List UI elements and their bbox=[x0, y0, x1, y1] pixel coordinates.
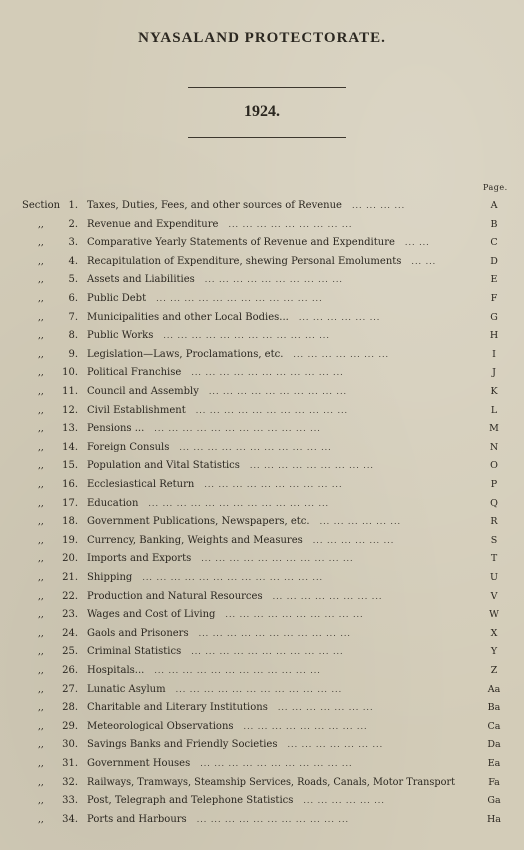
toc-row bbox=[0, 811, 524, 829]
section-number: 30. bbox=[62, 739, 78, 751]
dot-leader: ... ... ... ... ... ... ... bbox=[277, 703, 374, 713]
ditto-mark: ,, bbox=[38, 275, 44, 286]
page-reference: Z bbox=[490, 665, 498, 676]
dot-leader: ... ... ... ... ... ... ... ... ... ... ... bbox=[179, 442, 332, 452]
toc-row bbox=[0, 755, 524, 773]
page-column-label: Page. bbox=[483, 183, 508, 192]
section-number: 9. bbox=[68, 348, 78, 360]
section-title: Imports and Exports bbox=[87, 553, 192, 565]
page-reference: L bbox=[490, 404, 498, 416]
toc-row bbox=[0, 197, 524, 215]
ditto-mark: ,, bbox=[38, 666, 44, 676]
section-number: 15. bbox=[62, 460, 78, 472]
ditto-mark: ,, bbox=[38, 256, 44, 267]
section-title: Public Debt bbox=[87, 293, 147, 304]
toc-row bbox=[0, 327, 524, 345]
section-number: 3. bbox=[68, 237, 78, 249]
section-title: Education bbox=[87, 497, 139, 509]
toc-row bbox=[0, 550, 524, 568]
ditto-mark: ,, bbox=[38, 535, 44, 546]
dot-leader: ... ... ... ... ... ... ... ... ... ... ... bbox=[198, 628, 351, 638]
page-reference: Ea bbox=[487, 758, 501, 769]
ditto-mark: ,, bbox=[38, 387, 44, 397]
dot-leader: ... ... ... ... ... ... ... ... ... bbox=[228, 219, 353, 229]
ditto-mark: ,, bbox=[38, 721, 44, 732]
dot-leader: ... ... ... ... ... ... ... ... ... ... ... bbox=[195, 405, 349, 415]
page-reference: Da bbox=[487, 739, 501, 751]
dot-leader: ... ... ... ... ... ... ... ... ... ... ... ... bbox=[156, 294, 323, 303]
ditto-mark: ,, bbox=[38, 461, 44, 472]
section-number: 26. bbox=[62, 665, 78, 676]
section-number: 23. bbox=[62, 609, 78, 621]
section-title: Shipping bbox=[87, 572, 133, 583]
page-reference: V bbox=[490, 590, 498, 602]
section-title: Government Publications, Newspapers, etc. bbox=[87, 516, 310, 528]
page-reference: Q bbox=[490, 497, 498, 509]
dot-leader: ... ... ... ... ... ... ... ... bbox=[272, 591, 383, 601]
section-number: 20. bbox=[62, 553, 78, 565]
ditto-mark: ,, bbox=[38, 703, 44, 714]
ditto-mark: ,, bbox=[38, 777, 44, 788]
ditto-mark: ,, bbox=[38, 517, 44, 528]
toc-row bbox=[0, 364, 524, 382]
toc-row bbox=[0, 383, 524, 401]
toc-row bbox=[0, 253, 524, 271]
toc-row bbox=[0, 457, 524, 475]
toc-row bbox=[0, 439, 524, 457]
section-number: 34. bbox=[62, 813, 78, 825]
page-reference: T bbox=[490, 553, 498, 565]
ditto-mark: ,, bbox=[38, 219, 44, 230]
page-reference: Ha bbox=[487, 813, 501, 825]
section-number: 22. bbox=[62, 590, 78, 602]
section-number: 1. bbox=[68, 200, 78, 211]
ditto-mark: ,, bbox=[38, 554, 44, 565]
dot-leader: ... ... ... ... ... ... ... ... ... ... ... ... bbox=[154, 666, 321, 675]
section-title: Savings Banks and Friendly Societies bbox=[87, 739, 278, 751]
ditto-mark: ,, bbox=[38, 796, 44, 807]
ditto-mark: ,, bbox=[38, 442, 44, 453]
dot-leader: ... ... bbox=[404, 238, 430, 248]
dot-leader: ... ... bbox=[411, 256, 437, 266]
section-number: 31. bbox=[62, 758, 78, 769]
dot-leader: ... ... ... ... ... ... ... ... ... ... ... bbox=[196, 814, 350, 824]
ditto-mark: ,, bbox=[38, 331, 44, 342]
dot-leader: ... ... ... ... ... ... ... ... ... ... ... ... ... bbox=[148, 498, 330, 508]
section-title: Pensions ... bbox=[87, 423, 145, 435]
section-label: Section bbox=[22, 200, 61, 211]
page-reference: Ca bbox=[487, 720, 501, 732]
section-title: Wages and Cost of Living bbox=[87, 609, 216, 621]
section-number: 19. bbox=[62, 534, 78, 546]
toc-row bbox=[0, 774, 524, 792]
document-year: 1924. bbox=[244, 103, 280, 120]
section-number: 2. bbox=[68, 218, 78, 230]
ditto-mark: ,, bbox=[38, 349, 44, 360]
section-number: 29. bbox=[62, 720, 78, 732]
dot-leader: ... ... ... ... ... ... ... bbox=[287, 740, 384, 750]
page-reference: J bbox=[492, 367, 496, 379]
section-title: Lunatic Asylum bbox=[87, 683, 166, 695]
dot-leader: ... ... ... ... ... ... bbox=[303, 796, 385, 806]
section-number: 11. bbox=[62, 386, 78, 397]
page-reference: D bbox=[490, 255, 498, 267]
section-title: Council and Assembly bbox=[87, 386, 199, 397]
dot-leader: ... ... ... ... ... ... ... ... ... ... ... ... bbox=[163, 331, 330, 341]
section-title: Government Houses bbox=[87, 758, 191, 769]
ditto-mark: ,, bbox=[38, 480, 44, 490]
section-title: Comparative Yearly Statements of Revenue and Expenditure bbox=[87, 237, 395, 249]
section-number: 8. bbox=[68, 330, 78, 342]
dot-leader: ... ... ... ... ... ... ... ... ... bbox=[243, 721, 368, 731]
toc-row bbox=[0, 420, 524, 438]
section-number: 6. bbox=[68, 293, 78, 304]
section-number: 17. bbox=[62, 497, 78, 509]
title-divider bbox=[188, 87, 346, 88]
page-reference: S bbox=[490, 534, 498, 546]
toc-row bbox=[0, 216, 524, 234]
dot-leader: ... ... ... ... ... ... bbox=[312, 535, 395, 545]
ditto-mark: ,, bbox=[38, 628, 44, 639]
section-title: Foreign Consuls bbox=[87, 441, 170, 453]
toc-row bbox=[0, 662, 524, 680]
section-title: Ecclesiastical Return bbox=[87, 479, 195, 490]
ditto-mark: ,, bbox=[38, 591, 44, 602]
toc-row bbox=[0, 792, 524, 810]
section-title: Railways, Tramways, Steamship Services, Roads, Canals, Motor Transport bbox=[87, 776, 455, 788]
toc-row bbox=[0, 495, 524, 513]
toc-row bbox=[0, 346, 524, 364]
page-reference: Ba bbox=[487, 702, 501, 714]
document-title: NYASALAND PROTECTORATE. bbox=[138, 30, 386, 46]
ditto-mark: ,, bbox=[38, 498, 44, 509]
ditto-mark: ,, bbox=[38, 312, 44, 323]
toc-row bbox=[0, 309, 524, 327]
section-number: 21. bbox=[62, 572, 78, 583]
section-title: Assets and Liabilities bbox=[87, 274, 195, 286]
section-title: Ports and Harbours bbox=[87, 813, 187, 825]
dot-leader: ... ... ... ... ... ... ... ... ... ... ... ... bbox=[175, 684, 343, 694]
toc-row bbox=[0, 625, 524, 643]
ditto-mark: ,, bbox=[38, 368, 44, 379]
page-reference: N bbox=[489, 441, 499, 453]
dot-leader: ... ... ... ... ... ... ... ... ... ... ... bbox=[201, 554, 354, 564]
section-number: 5. bbox=[68, 274, 78, 286]
section-title: Population and Vital Statistics bbox=[87, 460, 240, 472]
dot-leader: ... ... ... ... ... ... ... bbox=[293, 349, 390, 359]
section-title: Taxes, Duties, Fees, and other sources of Revenue bbox=[87, 200, 342, 211]
page-reference: E bbox=[490, 274, 498, 286]
dot-leader: ... ... ... ... ... ... ... ... ... ... ... ... bbox=[154, 424, 321, 434]
ditto-mark: ,, bbox=[38, 759, 44, 769]
toc-row bbox=[0, 290, 524, 308]
section-title: Political Franchise bbox=[87, 367, 182, 379]
page-reference: Aa bbox=[487, 683, 501, 695]
page-reference: O bbox=[490, 460, 498, 472]
section-title: Public Works bbox=[87, 330, 154, 342]
dot-leader: ... ... ... ... ... ... bbox=[298, 312, 381, 322]
toc-row bbox=[0, 606, 524, 624]
ditto-mark: ,, bbox=[38, 424, 44, 435]
dot-leader: ... ... ... ... ... ... ... ... ... ... bbox=[204, 275, 343, 285]
section-title: Currency, Banking, Weights and Measures bbox=[87, 534, 303, 546]
year-divider bbox=[188, 137, 346, 138]
toc-row bbox=[0, 718, 524, 736]
page-reference: M bbox=[489, 423, 499, 435]
toc-row bbox=[0, 736, 524, 754]
toc-row bbox=[0, 569, 524, 587]
dot-leader: ... ... ... ... bbox=[351, 201, 406, 210]
section-title: Recapitulation of Expenditure, shewing Personal Emoluments bbox=[87, 255, 402, 267]
toc-row bbox=[0, 699, 524, 717]
page-reference: H bbox=[489, 330, 499, 342]
section-number: 28. bbox=[62, 702, 78, 714]
toc-row bbox=[0, 402, 524, 420]
dot-leader: ... ... ... ... ... ... ... ... ... ... bbox=[225, 610, 364, 620]
section-number: 25. bbox=[62, 646, 78, 658]
dot-leader: ... ... ... ... ... ... ... ... ... ... bbox=[208, 387, 348, 396]
section-title: Charitable and Literary Institutions bbox=[87, 702, 268, 714]
section-title: Hospitals... bbox=[87, 665, 145, 676]
toc-row bbox=[0, 234, 524, 252]
page-reference: R bbox=[490, 516, 498, 528]
page-reference: G bbox=[490, 311, 498, 323]
section-number: 12. bbox=[62, 404, 78, 416]
dot-leader: ... ... ... ... ... ... ... ... ... ... ... bbox=[191, 647, 344, 657]
page-reference: Y bbox=[490, 646, 498, 658]
page-reference: A bbox=[490, 200, 498, 211]
page-reference: C bbox=[490, 237, 498, 249]
section-title: Civil Establishment bbox=[87, 404, 186, 416]
page-reference: B bbox=[490, 218, 498, 230]
dot-leader: ... ... ... ... ... ... bbox=[319, 517, 402, 527]
page-reference: F bbox=[490, 293, 498, 304]
page-reference: U bbox=[489, 572, 498, 583]
section-number: 32. bbox=[62, 776, 78, 788]
ditto-mark: ,, bbox=[38, 684, 44, 695]
toc-row bbox=[0, 476, 524, 494]
section-number: 13. bbox=[62, 423, 78, 435]
section-number: 14. bbox=[62, 441, 78, 453]
ditto-mark: ,, bbox=[38, 740, 44, 751]
section-number: 4. bbox=[68, 255, 78, 267]
toc-row bbox=[0, 513, 524, 531]
page-reference: W bbox=[489, 609, 499, 621]
section-number: 33. bbox=[62, 795, 78, 807]
section-title: Municipalities and other Local Bodies... bbox=[87, 311, 289, 323]
section-number: 24. bbox=[62, 627, 78, 639]
dot-leader: ... ... ... ... ... ... ... ... ... ... ... ... ... bbox=[142, 573, 324, 582]
section-number: 16. bbox=[62, 479, 78, 490]
section-number: 10. bbox=[62, 367, 78, 379]
section-title: Production and Natural Resources bbox=[87, 590, 263, 602]
toc-row bbox=[0, 681, 524, 699]
dot-leader: ... ... ... ... ... ... ... ... ... ... ... bbox=[191, 368, 344, 378]
page-reference: X bbox=[490, 627, 498, 639]
page-reference: I bbox=[492, 348, 496, 360]
section-title: Revenue and Expenditure bbox=[87, 218, 219, 230]
page-reference: P bbox=[490, 479, 498, 490]
toc-row bbox=[0, 271, 524, 289]
dot-leader: ... ... ... ... ... ... ... ... ... ... bbox=[204, 480, 343, 489]
page-reference: K bbox=[490, 386, 498, 397]
ditto-mark: ,, bbox=[38, 238, 44, 249]
section-title: Criminal Statistics bbox=[87, 646, 182, 658]
section-title: Legislation—Laws, Proclamations, etc. bbox=[87, 348, 284, 360]
ditto-mark: ,, bbox=[38, 294, 44, 304]
section-title: Gaols and Prisoners bbox=[87, 627, 189, 639]
ditto-mark: ,, bbox=[38, 573, 44, 583]
page-reference: Fa bbox=[488, 776, 500, 788]
section-title: Post, Telegraph and Telephone Statistics bbox=[87, 795, 294, 807]
toc-row bbox=[0, 532, 524, 550]
ditto-mark: ,, bbox=[38, 610, 44, 621]
section-title: Meteorological Observations bbox=[87, 720, 234, 732]
dot-leader: ... ... ... ... ... ... ... ... ... bbox=[249, 461, 374, 471]
page-reference: Ga bbox=[487, 795, 501, 807]
ditto-mark: ,, bbox=[38, 814, 44, 825]
section-number: 18. bbox=[62, 516, 78, 528]
section-number: 7. bbox=[68, 311, 78, 323]
toc-row bbox=[0, 588, 524, 606]
dot-leader: ... ... ... ... ... ... ... ... ... ... ... bbox=[200, 759, 353, 768]
ditto-mark: ,, bbox=[38, 647, 44, 658]
ditto-mark: ,, bbox=[38, 405, 44, 416]
toc-row bbox=[0, 643, 524, 661]
section-number: 27. bbox=[62, 683, 78, 695]
